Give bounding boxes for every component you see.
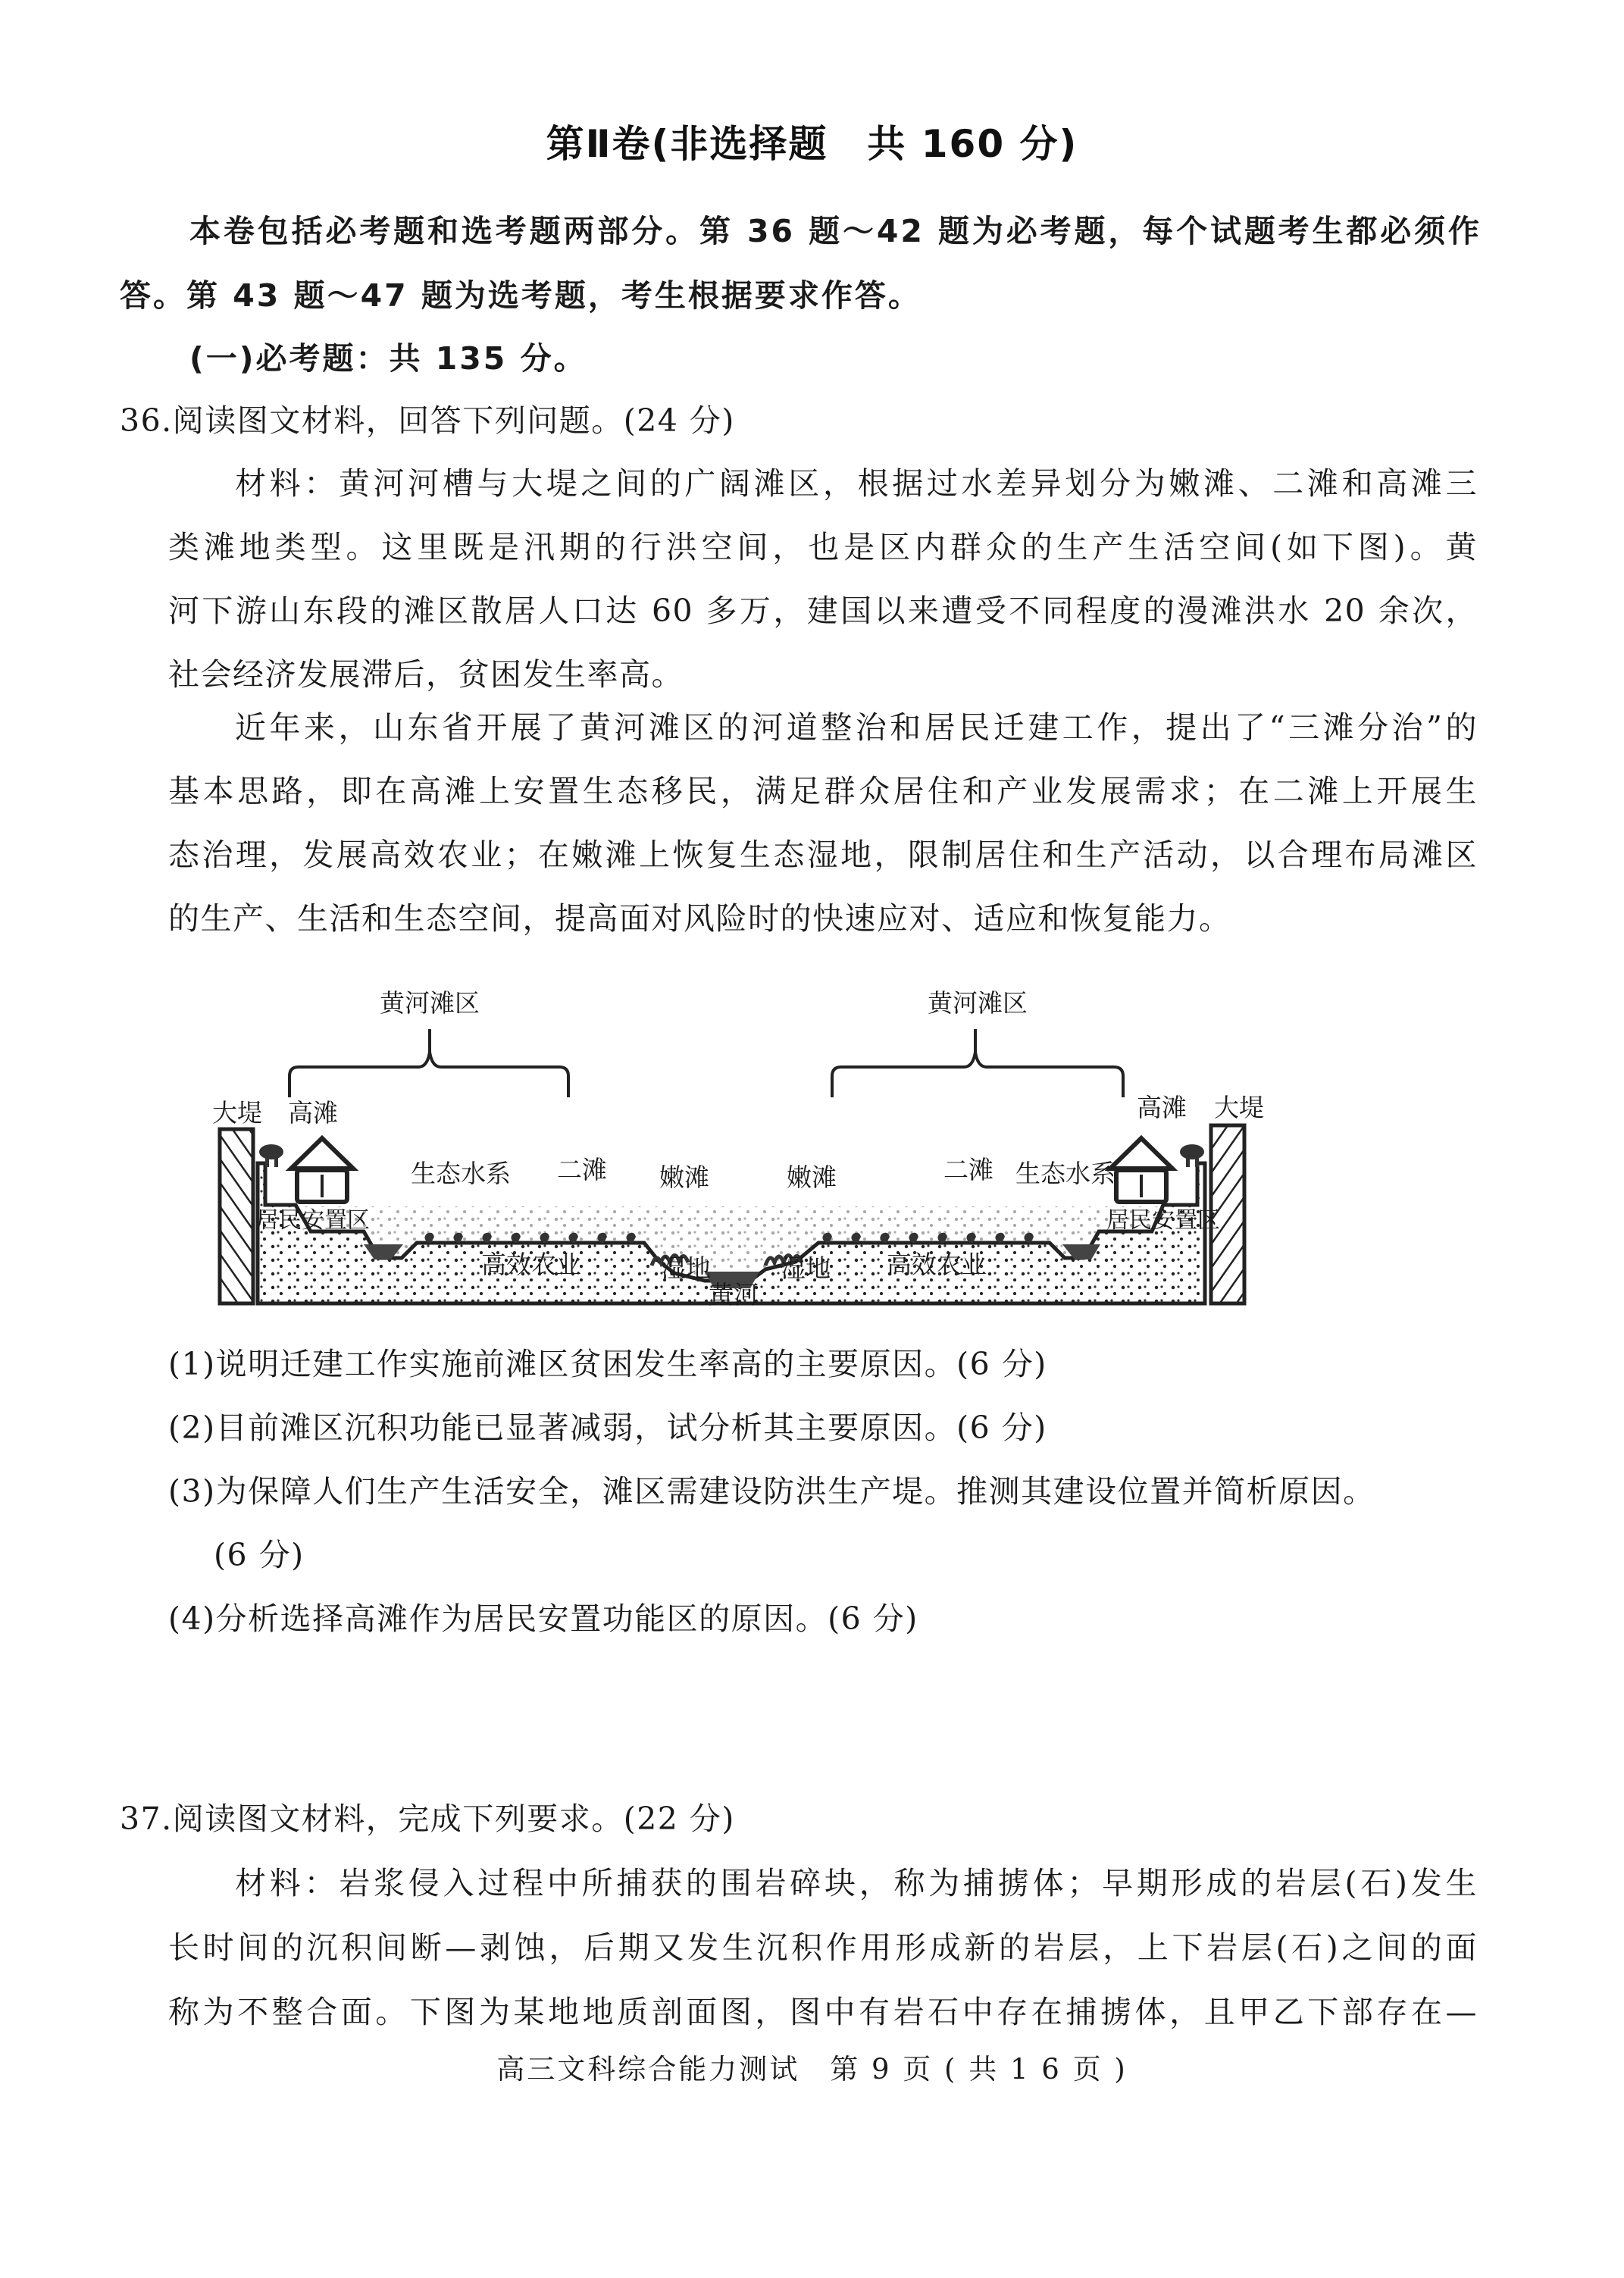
right-bracket <box>832 1029 1123 1097</box>
q36-material-line: 态治理，发展高效农业；在嫩滩上恢复生态湿地，限制居住和生产活动，以合理布局滩区 <box>168 837 1478 873</box>
q36-material-line: 社会经济发展滞后，贫困发生率高。 <box>168 656 684 693</box>
yellow-river-beach-cross-section-diagram <box>212 970 1379 1311</box>
q36-heading: 36.阅读图文材料，回答下列问题。(24 分) <box>120 402 735 439</box>
river-label: 黄河 <box>709 1280 759 1310</box>
right-bracket-label: 黄河滩区 <box>928 988 1028 1018</box>
right-levee-label: 大堤 <box>1214 1093 1264 1122</box>
left-second-beach-label: 二滩 <box>557 1155 607 1184</box>
left-high-beach-label: 高滩 <box>288 1098 338 1128</box>
q36-material-line: 基本思路，即在高滩上安置生态移民，满足群众居住和产业发展需求；在二滩上开展生 <box>168 773 1478 809</box>
left-resettlement-label: 居民安置区 <box>256 1207 370 1234</box>
left-bracket <box>289 1029 568 1097</box>
right-high-beach-label: 高滩 <box>1137 1093 1187 1122</box>
left-levee-label: 大堤 <box>212 1098 262 1128</box>
right-house-icon <box>1110 1138 1172 1202</box>
right-tender-beach-label: 嫩滩 <box>787 1162 837 1192</box>
q36-sub-question-1: (1)说明迁建工作实施前滩区贫困发生率高的主要原因。(6 分) <box>168 1346 1047 1382</box>
q37-material-line: 称为不整合面。下图为某地地质剖面图，图中有岩石中存在捕掳体，且甲乙下部存在— <box>168 1994 1478 2030</box>
intro-line-2: 答。第 43 题～47 题为选考题，考生根据要求作答。 <box>120 277 922 314</box>
right-agriculture-label: 高效农业 <box>887 1250 987 1279</box>
page-footer: 高三文科综合能力测试 第 9 页 ( 共 1 6 页 ) <box>496 2053 1128 2086</box>
right-wetland-label: 湿地 <box>781 1253 831 1283</box>
right-second-beach-label: 二滩 <box>943 1155 993 1184</box>
q37-material-line: 材料：岩浆侵入过程中所捕获的围岩碎块，称为捕掳体；早期形成的岩层(石)发生 <box>235 1865 1478 1901</box>
q36-sub-question-4: (4)分析选择高滩作为居民安置功能区的原因。(6 分) <box>168 1601 918 1637</box>
intro-line-1: 本卷包括必考题和选考题两部分。第 36 题～42 题为必考题，每个试题考生都必须作 <box>189 213 1482 249</box>
q36-material-line: 材料：黄河河槽与大堤之间的广阔滩区，根据过水差异划分为嫩滩、二滩和高滩三 <box>235 465 1478 502</box>
q36-material-line: 的生产、生活和生态空间，提高面对风险时的快速应对、适应和恢复能力。 <box>168 900 1231 937</box>
part-heading: (一)必考题：共 135 分。 <box>189 340 587 377</box>
left-eco-water-label: 生态水系 <box>411 1159 511 1188</box>
q36-sub-question-3-score: (6 分) <box>214 1537 305 1573</box>
q36-sub-question-3: (3)为保障人们生产生活安全，滩区需建设防洪生产堤。推测其建设位置并简析原因。 <box>168 1473 1375 1510</box>
q36-material-line: 类滩地类型。这里既是汛期的行洪空间，也是区内群众的生产生活空间(如下图)。黄 <box>168 529 1478 565</box>
q36-sub-question-2: (2)目前滩区沉积功能已显著减弱，试分析其主要原因。(6 分) <box>168 1410 1047 1446</box>
left-bracket-label: 黄河滩区 <box>380 988 480 1018</box>
right-eco-water-label: 生态水系 <box>1015 1159 1116 1188</box>
left-agriculture-label: 高效农业 <box>481 1250 581 1279</box>
left-house-icon <box>291 1138 353 1202</box>
q37-material-line: 长时间的沉积间断—剥蚀，后期又发生沉积作用形成新的岩层，上下岩层(石)之间的面 <box>168 1929 1478 1966</box>
left-levee <box>220 1129 253 1303</box>
left-tender-beach-label: 嫩滩 <box>659 1162 709 1192</box>
section-title: 第Ⅱ卷(非选择题 共 160 分) <box>546 122 1078 166</box>
left-wetland-label: 湿地 <box>661 1253 711 1283</box>
q36-material-line: 河下游山东段的滩区散居人口达 60 多万，建国以来遭受不同程度的漫滩洪水 20 余次， <box>168 593 1478 629</box>
q37-heading: 37.阅读图文材料，完成下列要求。(22 分) <box>120 1801 735 1837</box>
right-resettlement-label: 居民安置区 <box>1106 1207 1220 1234</box>
q36-material-line: 近年来，山东省开展了黄河滩区的河道整治和居民迁建工作，提出了“三滩分治”的 <box>235 709 1478 746</box>
